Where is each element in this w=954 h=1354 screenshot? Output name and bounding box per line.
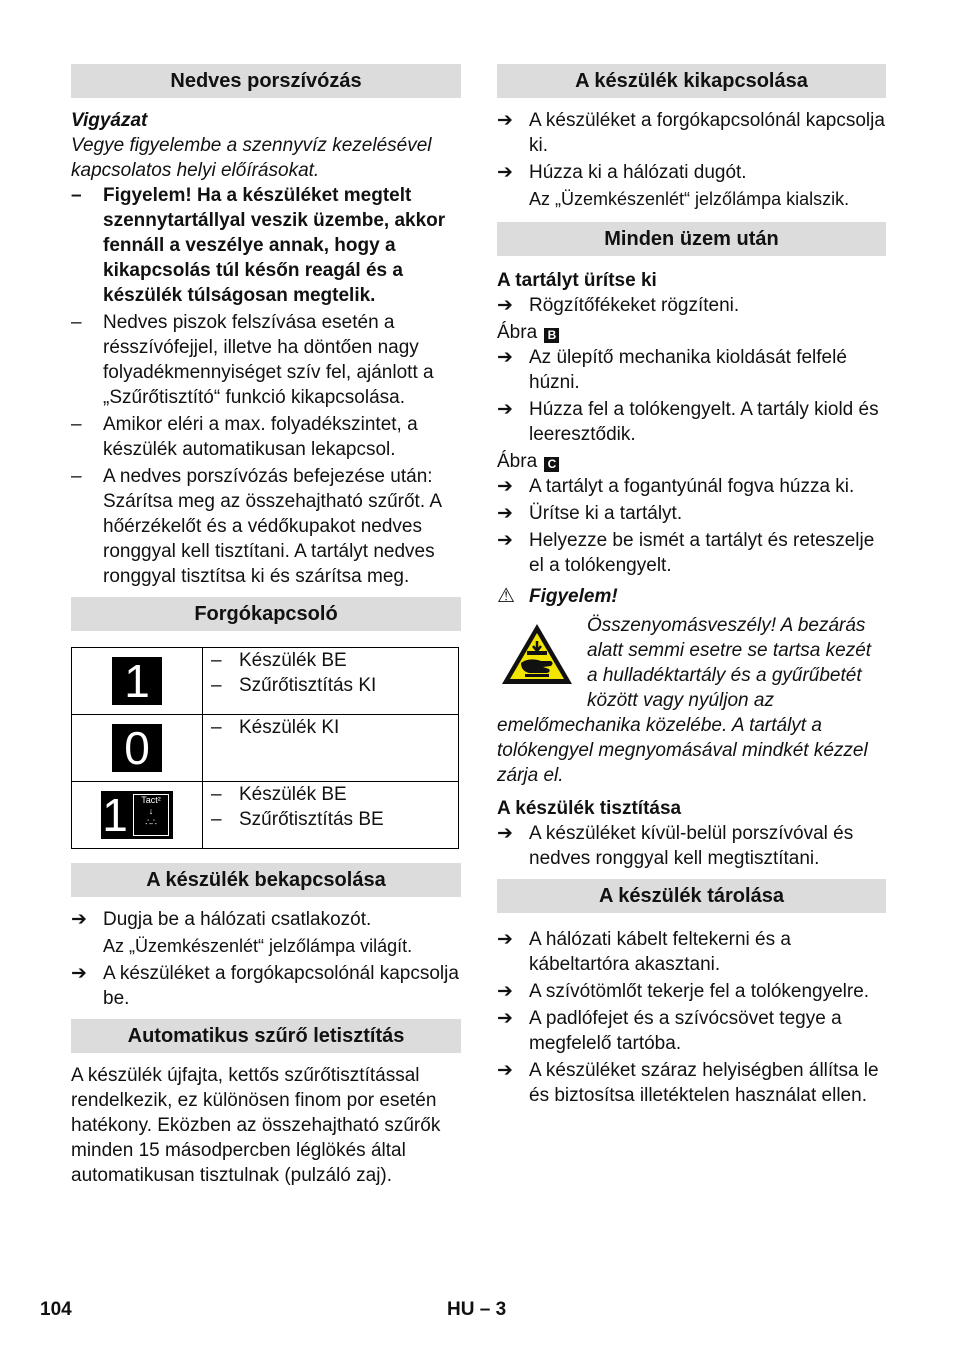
warning-text: Összenyomásveszély! A bezárás alatt semmi esetre se tartsa kezét a hulladéktartály és a gyűrűbetét között vagy nyúljon az emelőmechanika közelébe. A tartályt a tolókengyel megnyomásával mindkét kézzel zárja el. [497, 615, 872, 786]
left-column [71, 64, 461, 1188]
arrow-icon: ➔ [497, 823, 513, 844]
list-item: ➔ A készüléket kívül-belül porszívóval és nedves ronggyal kell megtisztítani. [497, 823, 854, 869]
subheading-empty-container: A tartályt ürítse ki [497, 270, 657, 291]
list-item: – A nedves porszívózás befejezése után: Szárítsa meg az összehajtható szűrőt. A hőérzékelőt és a védőkupakot nedves ronggyal kell tisztítani. A tartályt nedves ronggyal tisztítsa ki és szárítsa meg. [71, 464, 461, 589]
list-item: – Nedves piszok felszívása esetén a résszívófejjel, illetve ha döntően nagy folyadékmennyiséget szív fel, ajánlott a „Szűrőtisztító“ funkció kikapcsolása. [71, 310, 461, 410]
table-cell: – Szűrőtisztítás KI [207, 673, 454, 698]
switch-position-tact-icon: 1 Tact² ↓ ∴∴ [72, 782, 203, 849]
figure-reference: Ábra C [497, 449, 886, 474]
figure-reference: Ábra B [497, 320, 886, 345]
list-item: ➔ A készüléket száraz helyiségben állítsa le és biztosítsa illetéktelen használat ellen. [497, 1060, 879, 1106]
figure-c-badge: C [544, 457, 559, 472]
list-item: ➔ Húzza ki a hálózati dugót. [497, 162, 747, 183]
list-item: ➔ A tartályt a fogantyúnál fogva húzza ki. [497, 476, 855, 497]
subheading-cleaning: A készülék tisztítása [497, 798, 682, 819]
table-cell: – Készülék KI [207, 715, 454, 740]
page-number: 104 [40, 1299, 72, 1320]
list-item: ➔ Ürítse ki a tartályt. [497, 503, 683, 524]
warning-triangle-icon: ⚠ [497, 585, 515, 607]
switch-table [71, 647, 459, 849]
list-item: ➔ Az ülepítő mechanika kioldását felfelé húzni. [497, 347, 847, 393]
caution-text: Vegye figyelembe a szennyvíz kezelésével kapcsolatos helyi előírásokat. [71, 135, 432, 181]
arrow-icon: ➔ [497, 1008, 513, 1029]
section-title-after-operation: Minden üzem után [497, 222, 886, 256]
section-title-auto-filter-clean: Automatikus szűrő letisztítás [71, 1019, 461, 1053]
section-title-switch-on: A készülék bekapcsolása [71, 863, 461, 897]
list-item: ➔ Helyezze be ismét a tartályt és reteszelje el a tolókengyelt. [497, 530, 875, 576]
arrow-icon: ➔ [497, 110, 513, 131]
arrow-icon: ➔ [497, 503, 513, 524]
list-item: ➔ Rögzítőfékeket rögzíteni. [497, 295, 740, 316]
arrow-icon: ➔ [497, 399, 513, 420]
table-row [72, 715, 459, 782]
table-row [72, 648, 459, 715]
arrow-icon: ➔ [497, 295, 513, 316]
section-title-switch-off: A készülék kikapcsolása [497, 64, 886, 98]
section-title-storage: A készülék tárolása [497, 879, 886, 913]
list-item: ➔ Húzza fel a tolókengyelt. A tartály kiold és leeresztődik. [497, 399, 879, 445]
arrow-icon: ➔ [71, 909, 87, 930]
table-cell: – Készülék BE [207, 782, 454, 807]
step-note: Az „Üzemkészenlét“ jelzőlámpa kialszik. [529, 189, 850, 209]
arrow-icon: ➔ [497, 476, 513, 497]
figure-b-badge: B [544, 328, 559, 343]
list-item: ➔ A padlófejet és a szívócsövet tegye a megfelelő tartóba. [497, 1008, 842, 1054]
arrow-icon: ➔ [71, 963, 87, 984]
switch-position-0-icon: 0 [72, 715, 203, 782]
list-item: ➔ A szívótömlőt tekerje fel a tolókengyelre. [497, 981, 870, 1002]
caution-label: Vigyázat [71, 110, 148, 131]
arrow-icon: ➔ [497, 162, 513, 183]
list-item: – Amikor eléri a max. folyadékszintet, a készülék automatikusan lekapcsol. [71, 412, 461, 462]
section-marker: HU – 3 [447, 1299, 507, 1320]
paragraph: A készülék újfajta, kettős szűrőtisztítással rendelkezik, ez különösen finom por esetén hatékony. Eközben az összehajtható szűrők minden 15 másodpercben léglökés által automatikusan tisztulnak (pulzáló zaj). [71, 1065, 441, 1186]
arrow-icon: ➔ [497, 929, 513, 950]
arrow-icon: ➔ [497, 347, 513, 368]
section-title-wet-vacuuming: Nedves porszívózás [71, 64, 461, 98]
crush-hazard-icon [499, 621, 575, 687]
warning-block [497, 613, 886, 788]
list-item: ➔ Dugja be a hálózati csatlakozót. [71, 909, 372, 930]
step-note: Az „Üzemkészenlét“ jelzőlámpa világít. [103, 936, 413, 956]
list-item: ➔ A készüléket a forgókapcsolónál kapcsolja be. [71, 963, 459, 1009]
right-column [497, 64, 886, 1110]
table-cell: – Szűrőtisztítás BE [207, 807, 454, 832]
list-item: ➔ A hálózati kábelt feltekerni és a kábeltartóra akasztani. [497, 929, 791, 975]
table-row [72, 782, 459, 849]
warning-heading: ⚠ Figyelem! [497, 585, 618, 607]
switch-position-1-icon: 1 [72, 648, 203, 715]
arrow-icon: ➔ [497, 530, 513, 551]
section-title-rotary-switch: Forgókapcsoló [71, 597, 461, 631]
arrow-icon: ➔ [497, 1060, 513, 1081]
arrow-icon: ➔ [497, 981, 513, 1002]
list-item: ➔ A készüléket a forgókapcsolónál kapcsolja ki. [497, 110, 885, 156]
table-cell: – Készülék BE [207, 648, 454, 673]
list-item: – Figyelem! Ha a készüléket megtelt szennytartállyal veszik üzembe, akkor fennáll a veszélye annak, hogy a kikapcsolás túl későn reagál és a készülék túlságosan megtelik. [71, 183, 461, 308]
